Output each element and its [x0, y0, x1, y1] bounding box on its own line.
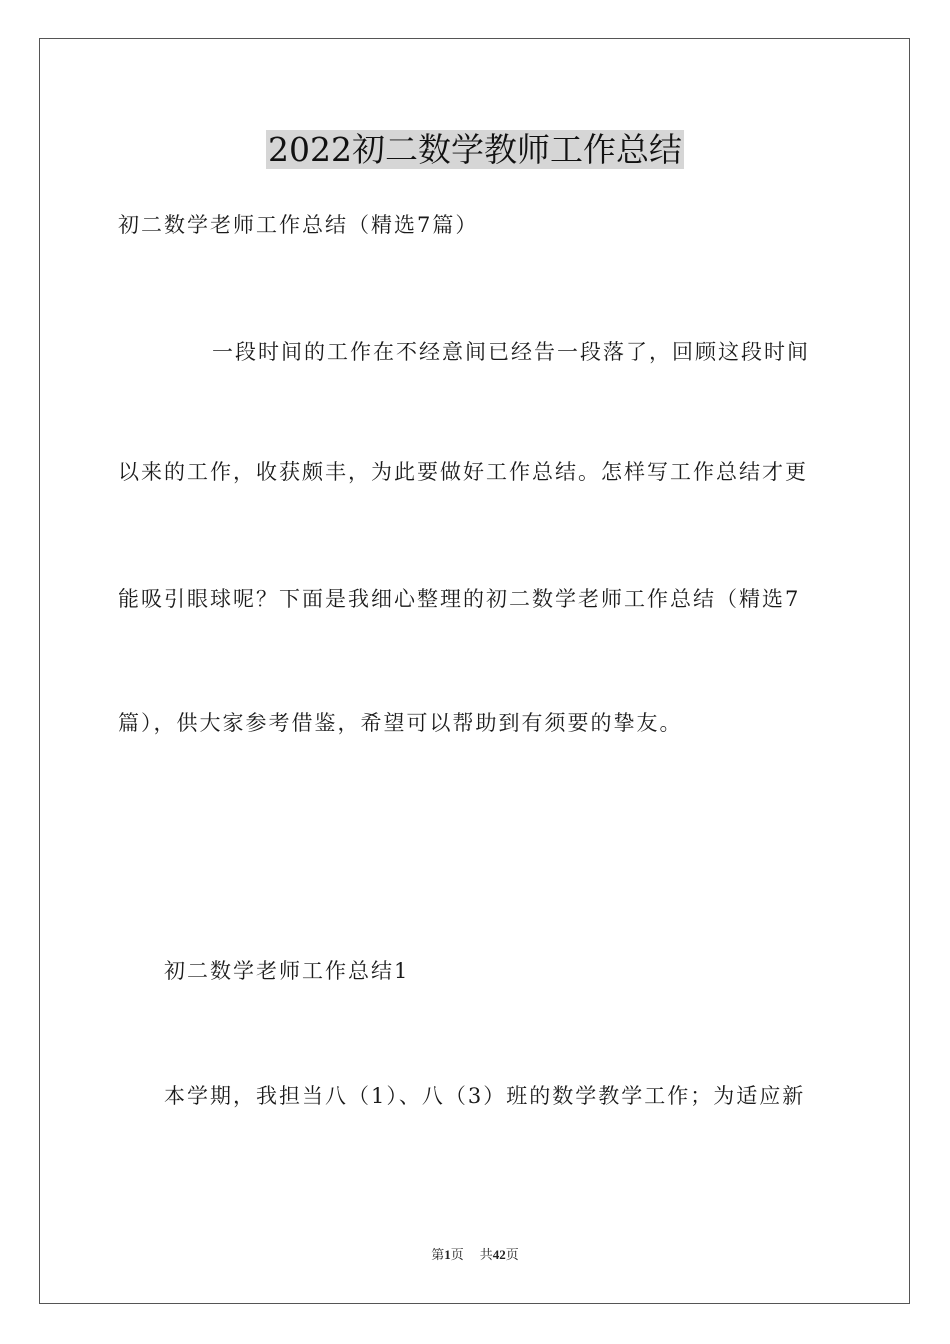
intro-line-3: 能吸引眼球呢？下面是我细心整理的初二数学老师工作总结（精选7 [118, 587, 801, 611]
footer-page-suffix: 页 [450, 1247, 464, 1262]
document-title-text: 2022初二数学教师工作总结 [268, 130, 682, 169]
section-first-line: 本学期，我担当八（1）、八（3）班的数学教学工作；为适应新 [164, 1084, 806, 1108]
intro-line-2: 以来的工作，收获颇丰，为此要做好工作总结。怎样写工作总结才更 [118, 460, 808, 484]
footer-page-number: 1 [444, 1247, 451, 1262]
page-footer [0, 1246, 950, 1264]
section-heading: 初二数学老师工作总结1 [164, 959, 410, 983]
intro-line-4: 篇），供大家参考借鉴，希望可以帮助到有须要的挚友。 [118, 711, 683, 735]
footer-total-pages: 42 [492, 1247, 506, 1262]
footer-total-suffix: 页 [505, 1247, 519, 1262]
intro-line-1: 一段时间的工作在不经意间已经告一段落了，回顾这段时间 [212, 340, 810, 364]
footer-total-prefix: 共 [479, 1247, 493, 1262]
document-subtitle: 初二数学老师工作总结（精选7篇） [118, 213, 479, 237]
document-title [0, 128, 950, 172]
footer-page-prefix: 第 [431, 1247, 445, 1262]
